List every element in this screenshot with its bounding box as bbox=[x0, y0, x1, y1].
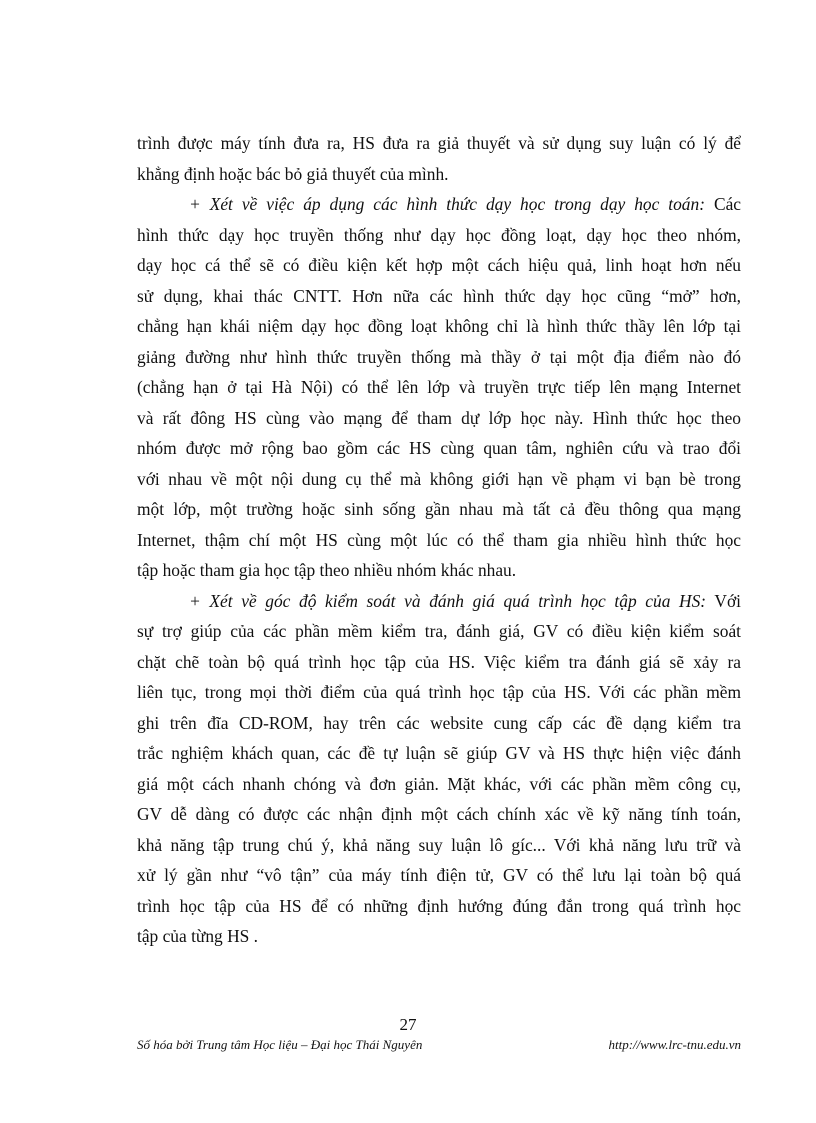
text-line: hình thức dạy học truyền thống như dạy học đồng loạt, dạy học theo nhóm, bbox=[137, 224, 741, 245]
paragraph-lead: + Xét về góc độ kiểm soát và đánh giá quá trình học tập của HS: bbox=[189, 590, 707, 611]
text-line: chẳng hạn khái niệm dạy học đồng loạt không chỉ là hình thức thầy lên lớp tại bbox=[137, 316, 741, 336]
text-line: nhóm được mở rộng bao gồm các HS cùng quan tâm, nghiên cứu và trao đổi bbox=[137, 438, 741, 458]
text-line: xử lý gần như “vô tận” của máy tính điện tử, GV có thể lưu lại toàn bộ quá bbox=[137, 865, 741, 885]
footer-source: Số hóa bởi Trung tâm Học liệu – Đại học Thái Nguyên bbox=[137, 1037, 423, 1052]
text-line: ghi trên đĩa CD-ROM, hay trên các website cung cấp các đề dạng kiểm tra bbox=[137, 712, 741, 733]
text-line: giảng đường như hình thức truyền thống mà thầy ở tại một địa điểm nào đó bbox=[137, 346, 741, 367]
text-line: GV dễ dàng có được các nhận định một cách chính xác về kỹ năng tính toán, bbox=[137, 804, 741, 824]
text-fragment: Với bbox=[706, 590, 741, 611]
text-line: (chẳng hạn ở tại Hà Nội) có thể lên lớp và truyền trực tiếp lên mạng Internet bbox=[137, 377, 741, 397]
text-line: liên tục, trong mọi thời điểm của quá trình học tập của HS. Với các phần mềm bbox=[137, 682, 741, 702]
text-line: và rất đông HS cùng vào mạng để tham dự lớp học này. Hình thức học theo bbox=[137, 407, 741, 428]
text-line: trắc nghiệm khách quan, các đề tự luận sẽ giúp GV và HS thực hiện việc đánh bbox=[137, 743, 741, 763]
footer-url: http://www.lrc-tnu.edu.vn bbox=[608, 1037, 741, 1052]
paragraph bbox=[137, 189, 741, 586]
paragraph bbox=[137, 586, 741, 952]
text-line bbox=[137, 586, 741, 617]
text-fragment: Các bbox=[705, 194, 742, 214]
text-line: một lớp, một trường hoặc sinh sống gần nhau mà tất cả đều thông qua mạng bbox=[137, 499, 741, 519]
text-line: Internet, thậm chí một HS cùng một lúc có thể tham gia nhiều hình thức học bbox=[137, 529, 741, 550]
text-line: giá một cách nhanh chóng và đơn giản. Mặt khác, với các phần mềm công cụ, bbox=[137, 773, 741, 794]
text-line: dạy học cá thể sẽ có điều kiện kết hợp một cách hiệu quả, linh hoạt hơn nếu bbox=[137, 255, 741, 275]
page-number: 27 bbox=[399, 1015, 417, 1034]
paragraph bbox=[137, 128, 741, 189]
page-footer bbox=[137, 1036, 741, 1054]
text-line: khẳng định hoặc bác bỏ giả thuyết của mình. bbox=[137, 163, 449, 184]
text-line: trình học tập của HS để có những định hướng đúng đắn trong quá trình học bbox=[137, 895, 741, 916]
paragraph-lead: + Xét về việc áp dụng các hình thức dạy học trong dạy học toán: bbox=[189, 194, 705, 214]
text-line: sử dụng, khai thác CNTT. Hơn nữa các hình thức dạy học cũng “mở” hơn, bbox=[137, 285, 741, 306]
page-body bbox=[137, 128, 741, 952]
text-line: tập của từng HS . bbox=[137, 926, 258, 946]
text-line: khả năng tập trung chú ý, khả năng suy luận lô gíc... Với khả năng lưu trữ và bbox=[137, 834, 741, 855]
text-line: trình được máy tính đưa ra, HS đưa ra giả thuyết và sử dụng suy luận có lý để bbox=[137, 133, 741, 153]
text-line: chặt chẽ toàn bộ quá trình học tập của HS. Việc kiểm tra đánh giá sẽ xảy ra bbox=[137, 651, 741, 672]
text-line bbox=[137, 189, 741, 220]
text-line: với nhau về một nội dung cụ thể mà không giới hạn về phạm vi bạn bè trong bbox=[137, 468, 741, 489]
text-line: sự trợ giúp của các phần mềm kiểm tra, đánh giá, GV có điều kiện kiểm soát bbox=[137, 621, 741, 641]
text-line: tập hoặc tham gia học tập theo nhiều nhóm khác nhau. bbox=[137, 560, 517, 580]
